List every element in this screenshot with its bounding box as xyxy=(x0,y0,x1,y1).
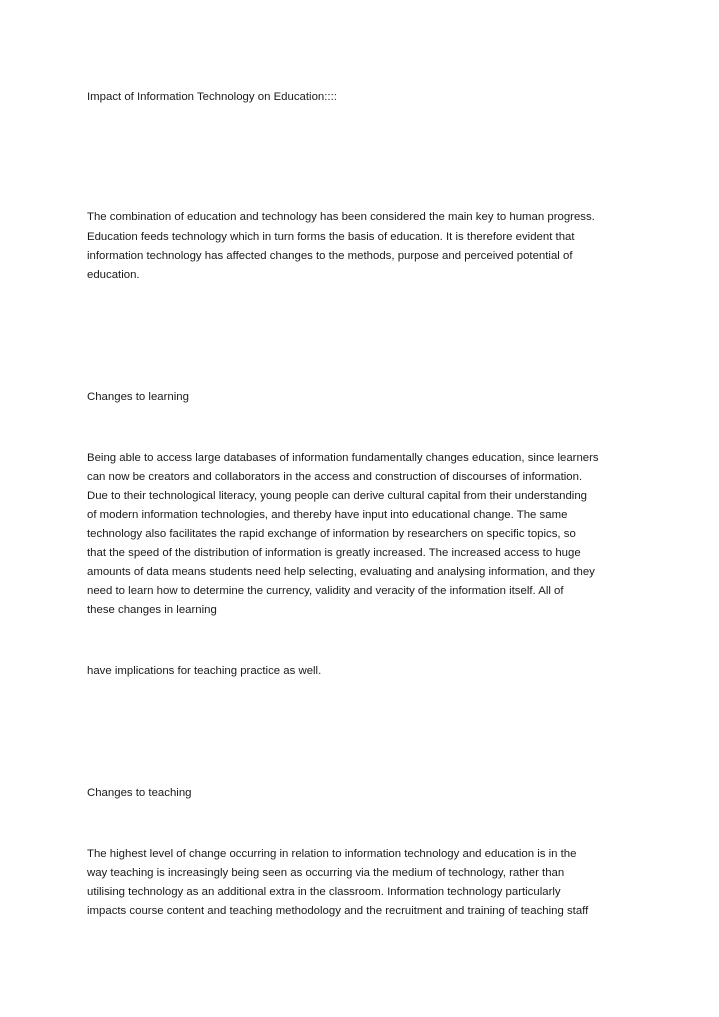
paragraph-line: information technology has affected changes to the methods, purpose and perceived potential of xyxy=(87,250,573,262)
section-heading-learning: Changes to learning xyxy=(87,391,189,403)
paragraph-line: need to learn how to determine the currency, validity and veracity of the information itself. All of xyxy=(87,585,564,597)
document-title: Impact of Information Technology on Education:::: xyxy=(87,91,337,103)
paragraph-line: way teaching is increasingly being seen as occurring via the medium of technology, rather than xyxy=(87,867,565,879)
section-heading-teaching: Changes to teaching xyxy=(87,787,192,799)
paragraph-line: The highest level of change occurring in relation to information technology and education is in the xyxy=(87,848,577,860)
paragraph-line: impacts course content and teaching methodology and the recruitment and training of teaching staff xyxy=(87,905,589,917)
paragraph-line: that the speed of the distribution of information is greatly increased. The increased access to huge xyxy=(87,547,581,559)
paragraph-line: Being able to access large databases of information fundamentally changes education, since learners xyxy=(87,452,599,464)
paragraph-line: The combination of education and technology has been considered the main key to human progress. xyxy=(87,211,595,223)
paragraph-line: education. xyxy=(87,269,140,281)
paragraph-line: these changes in learning xyxy=(87,604,217,616)
learning-continuation: have implications for teaching practice as well. xyxy=(87,665,322,677)
paragraph-line: can now be creators and collaborators in the access and construction of discourses of information. xyxy=(87,471,583,483)
paragraph-line: Due to their technological literacy, young people can derive cultural capital from their understanding xyxy=(87,490,587,502)
paragraph-line: Education feeds technology which in turn forms the basis of education. It is therefore evident that xyxy=(87,231,575,243)
paragraph-line: amounts of data means students need help selecting, evaluating and analysing information, and they xyxy=(87,566,595,578)
paragraph-line: of modern information technologies, and thereby have input into educational change. The same xyxy=(87,509,568,521)
paragraph-line: utilising technology as an additional extra in the classroom. Information technology particularly xyxy=(87,886,561,898)
paragraph-line: technology also facilitates the rapid exchange of information by researchers on specific topics, so xyxy=(87,528,576,540)
